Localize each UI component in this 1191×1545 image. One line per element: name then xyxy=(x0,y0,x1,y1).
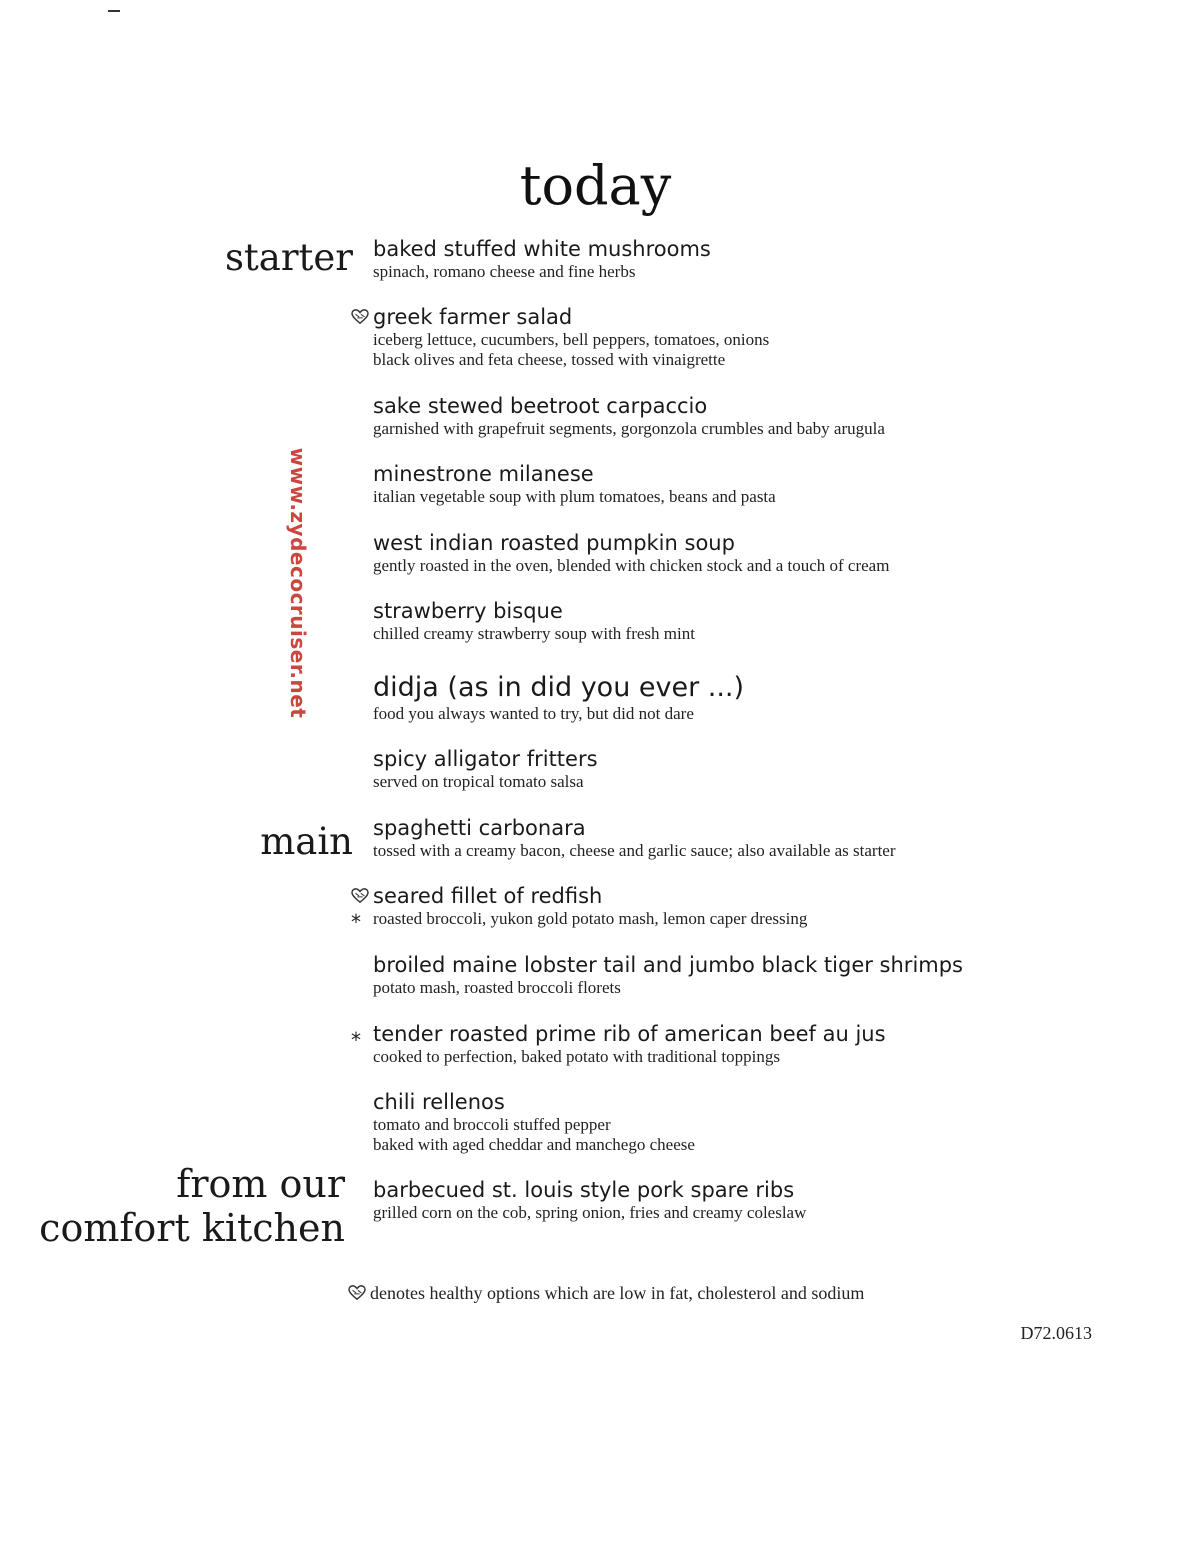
item-name: spaghetti carbonara xyxy=(373,816,586,840)
item-desc: garnished with grapefruit segments, gorgonzola crumbles and baby arugula xyxy=(373,419,885,438)
footnote-text: denotes healthy options which are low in fat, cholesterol and sodium xyxy=(370,1283,865,1303)
item-desc: spinach, romano cheese and fine herbs xyxy=(373,262,636,281)
item-desc: gently roasted in the oven, blended with chicken stock and a touch of cream xyxy=(373,556,890,575)
item-name: chili rellenos xyxy=(373,1090,505,1114)
menu-item xyxy=(351,1022,1133,1067)
menu-item xyxy=(373,747,1133,792)
scan-mark xyxy=(108,10,120,12)
menu-item xyxy=(373,953,1133,998)
menu-item xyxy=(373,816,1133,861)
heart-icon xyxy=(351,888,369,904)
item-name: seared fillet of redfish xyxy=(373,884,603,908)
item-desc: served on tropical tomato salsa xyxy=(373,772,584,791)
menu-item xyxy=(373,1178,1133,1223)
item-desc: chilled creamy strawberry soup with fresh mint xyxy=(373,624,695,643)
menu-item xyxy=(351,884,1133,934)
item-desc: tomato and broccoli stuffed pepper xyxy=(373,1115,611,1134)
item-desc: iceberg lettuce, cucumbers, bell peppers, tomatoes, onions xyxy=(373,330,770,349)
menu-item xyxy=(373,462,1133,507)
item-name: spicy alligator fritters xyxy=(373,747,598,771)
item-desc: potato mash, roasted broccoli florets xyxy=(373,978,621,997)
item-name: tender roasted prime rib of american beef au jus xyxy=(373,1022,886,1046)
item-desc: italian vegetable soup with plum tomatoes, beans and pasta xyxy=(373,487,776,506)
item-name: barbecued st. louis style pork spare ribs xyxy=(373,1178,795,1202)
menu-item xyxy=(373,305,1133,370)
section-main: main xyxy=(260,820,353,863)
page-title: today xyxy=(519,154,672,217)
item-name: greek farmer salad xyxy=(373,305,573,329)
item-name: sake stewed beetroot carpaccio xyxy=(373,394,708,418)
watermark: www.zydecocruiser.net xyxy=(286,447,310,719)
item-name: didja (as in did you ever ...) xyxy=(373,672,745,703)
item-desc: tossed with a creamy bacon, cheese and garlic sauce; also available as starter xyxy=(373,841,896,860)
item-desc: roasted broccoli, yukon gold potato mash, lemon caper dressing xyxy=(373,909,808,928)
item-name: strawberry bisque xyxy=(373,599,563,623)
menu-item xyxy=(373,237,1133,282)
menu-item xyxy=(373,394,1133,439)
menu-item xyxy=(373,531,1133,576)
item-name: broiled maine lobster tail and jumbo black tiger shrimps xyxy=(373,953,963,977)
item-desc: cooked to perfection, baked potato with traditional toppings xyxy=(373,1047,780,1066)
item-desc: baked with aged cheddar and manchego cheese xyxy=(373,1135,695,1154)
heart-icon xyxy=(348,1285,366,1301)
section-comfort-line1: from our xyxy=(176,1162,345,1206)
chef-recommendation-mark: * xyxy=(351,910,361,934)
menu-code: D72.0613 xyxy=(1020,1323,1092,1343)
item-name: minestrone milanese xyxy=(373,462,594,486)
item-desc: food you always wanted to try, but did not dare xyxy=(373,704,694,723)
chef-recommendation-mark: * xyxy=(351,1028,361,1052)
menu-item xyxy=(373,599,1133,644)
item-desc: black olives and feta cheese, tossed with vinaigrette xyxy=(373,350,726,369)
menu-item xyxy=(373,1090,1133,1155)
item-name: west indian roasted pumpkin soup xyxy=(373,531,735,555)
menu-item xyxy=(373,672,1133,724)
section-comfort-kitchen xyxy=(5,1162,345,1250)
footnote xyxy=(348,1283,864,1304)
section-comfort-line2: comfort kitchen xyxy=(39,1206,345,1250)
section-starter: starter xyxy=(224,236,353,279)
item-name: baked stuffed white mushrooms xyxy=(373,237,711,261)
heart-icon xyxy=(351,309,369,325)
item-desc: grilled corn on the cob, spring onion, fries and creamy coleslaw xyxy=(373,1203,807,1222)
